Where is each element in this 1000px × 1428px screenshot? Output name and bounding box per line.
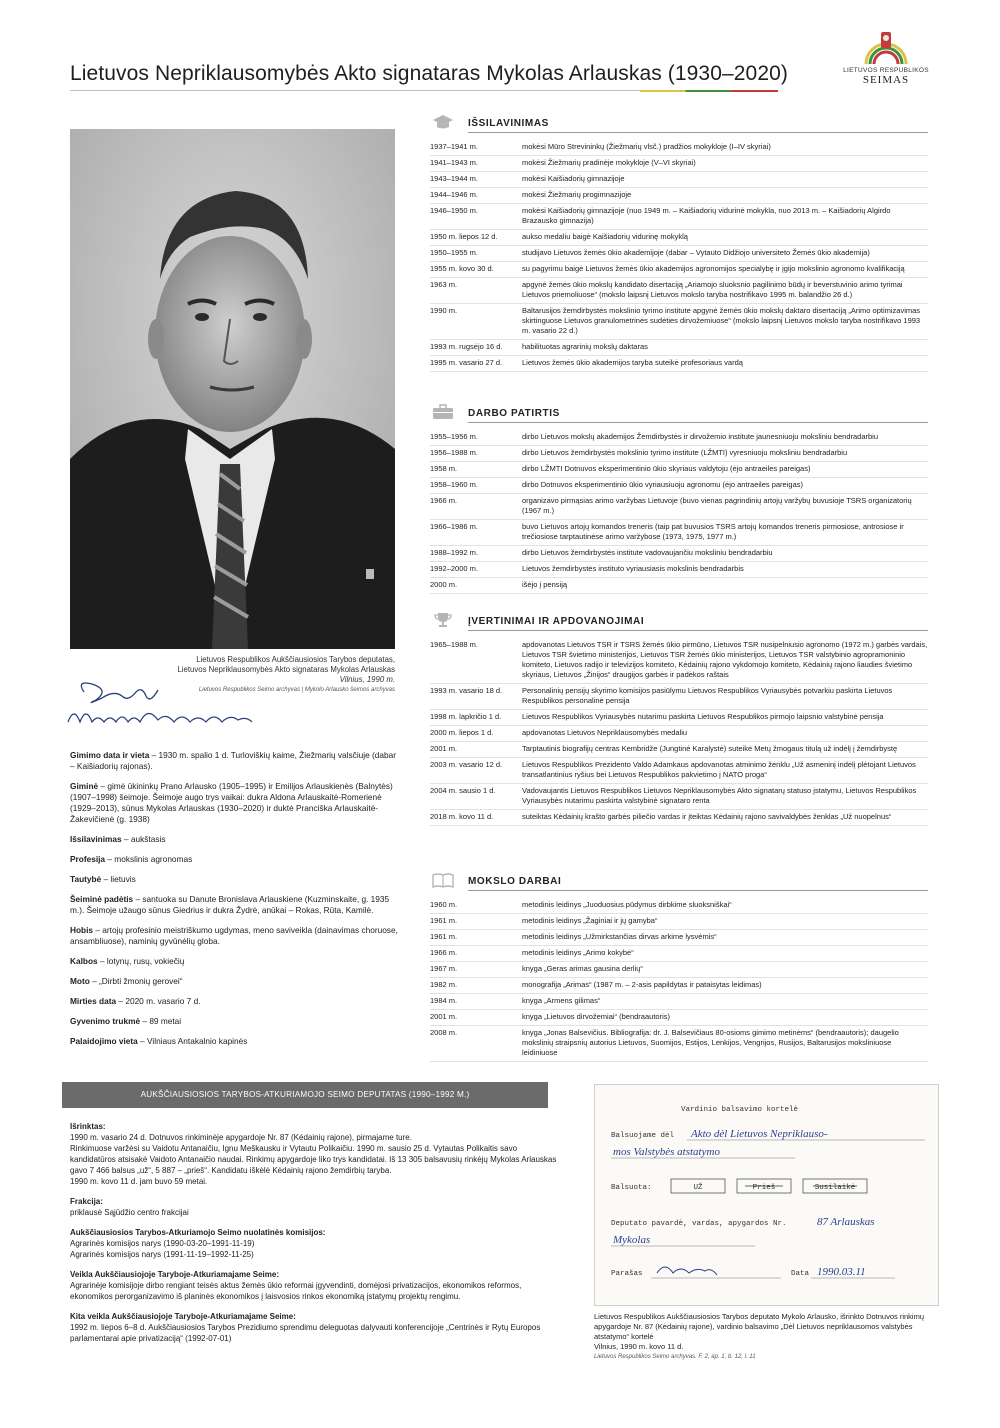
bio-fact-text: – 2020 m. vasario 7 d. [116,996,201,1006]
bio-fact-label: Tautybė [70,874,102,884]
open-book-icon [432,872,454,888]
trophy-icon [432,612,454,628]
bio-fact [70,750,400,772]
bio-fact-text: – Vilniaus Antakalnio kapinės [137,1036,248,1046]
deputy-section-banner: AUKŠČIAUSIOSIOS TARYBOS-ATKURIAMOJO SEIMO DEPUTATAS (1990–1992 M.) [62,1082,548,1108]
ballot-date-label: Data [791,1270,810,1278]
education-title: IŠSILAVINIMAS [468,118,549,129]
timeline-date: 1966 m. [430,496,458,505]
deputy-block-line: 1990 m. vasario 24 d. Dotnuvos rinkiminėje apygardoje Nr. 87 (Kėdainių rajone), pirmajame ture. [70,1133,412,1142]
work-list [430,430,928,594]
bio-fact [70,976,400,987]
bio-facts [70,750,400,1056]
education-list [430,140,928,372]
deputy-block [70,1311,560,1344]
timeline-text: Lietuvos Respublikos Prezidento Valdo Adamkaus apdovanotas atminimo ženklu „Už asmeninį indėlį plėtojant Lietuvos transatlantinius ryšius bei Lietuvos Respublikos pakvietimo į NATO proga“ [522,760,916,779]
ballot-caption-source: Lietuvos Respublikos Seimo archyvas. F. 2, ap. 1, b. 12, l. 11 [594,1354,756,1360]
timeline-text: mokėsi Žiežmarių progimnazijoje [522,190,632,199]
timeline-date: 1992–2000 m. [430,564,478,573]
timeline-row [430,578,928,594]
deputy-block-line: 1992 m. liepos 6–8 d. Aukščiausiosios Tarybos Prezidiumo sprendimu deleguotas dalyvauti konferencijoje „Centrinės ir Rytų Europos parlamentarai apie privatizaciją“ (1992-07-01) [70,1323,541,1343]
timeline-row [430,156,928,172]
timeline-row [430,784,928,810]
portrait-place: Vilnius, 1990 m. [339,675,395,684]
timeline-row [430,494,928,520]
bio-fact [70,925,400,947]
deputy-block [70,1227,560,1260]
ballot-caption-text: Lietuvos Respublikos Aukščiausiosios Tarybos deputato Mykolo Arlausko, išrinkto Dotnuvos rinkimų apygardoje Nr. 87 (Kėdainių rajone), vardinio balsavimo „Dėl Lietuvos nepriklausomos valstybės atstatymo“ kortelė [594,1312,925,1341]
timeline-row [430,204,928,230]
timeline-text: metodinis leidinys „Žaginiai ir jų gamyba“ [522,916,658,925]
deputy-block [70,1196,560,1218]
timeline-row [430,1026,928,1062]
bio-fact-label: Giminė [70,781,99,791]
bio-fact-label: Mirties data [70,996,117,1006]
timeline-text: Lietuvos žemės ūkio akademijos taryba suteikė profesoriaus vardą [522,358,743,367]
timeline-date: 1955 m. kovo 30 d. [430,264,494,273]
timeline-text: metodinis leidinys „Užmirkstančias dirvas arkime lysvėmis“ [522,932,717,941]
timeline-date: 1995 m. vasario 27 d. [430,358,503,367]
timeline-row [430,172,928,188]
timeline-row [430,946,928,962]
timeline-row [430,726,928,742]
timeline-row [430,188,928,204]
timeline-row [430,520,928,546]
timeline-text: išėjo į pensiją [522,580,568,589]
timeline-row [430,758,928,784]
timeline-text: mokėsi Mūro Strevininkų (Žiežmarių vlsč.) pradžios mokykloje (I–IV skyriai) [522,142,771,151]
briefcase-icon [432,404,454,420]
awards-list [430,638,928,826]
timeline-text: knyga „Lietuvos dirvožemiai“ (bendraautoris) [522,1012,670,1021]
timeline-date: 1990 m. [430,306,458,315]
bio-fact [70,1036,400,1047]
handwritten-signature [62,676,262,736]
bio-fact-label: Palaidojimo vieta [70,1036,138,1046]
portrait-caption-line2: Lietuvos Nepriklausomybės Akto signataras Mykolas Arlauskas [177,665,395,674]
timeline-row [430,710,928,726]
timeline-text: buvo Lietuvos artojų komandos treneris (taip pat buvusios TSRS artojų komandos treneris pirmosiose, antrosiose ir trečiosiose tarptautinėse arimo varžybose (1973, 1975, 1977 m.) [522,522,904,541]
bio-fact-label: Šeiminė padėtis [70,894,134,904]
bio-fact [70,1016,400,1027]
timeline-text: metodinis leidinys „Arimo kokybė“ [522,948,634,957]
timeline-text: knyga „Geras arimas gausina derlių“ [522,964,643,973]
timeline-row [430,340,928,356]
timeline-row [430,262,928,278]
timeline-date: 1998 m. lapkričio 1 d. [430,712,502,721]
ballot-option-yes: UŽ [693,1184,703,1192]
bio-fact-label: Profesija [70,854,106,864]
timeline-date: 1967 m. [430,964,458,973]
bio-fact-text: – 89 metai [140,1016,182,1026]
timeline-text: Tarptautinis biografijų centras Kembridže (Jungtinė Karalystė) suteikė Metų žmogaus titulą už indėlį į žemdirbystę [522,744,898,753]
ballot-caption-place: Vilnius, 1990 m. kovo 11 d. [594,1342,684,1351]
timeline-date: 1961 m. [430,916,458,925]
timeline-text: Baltarusijos žemdirbystės mokslinio tyrimo institute apgynė žemės ūkio mokslų daktaro disertaciją „Arimo optimizavimas skirtinguose Lietuvos granulometrinės sudėties dirvožemiuose“ (mokslo laipsnį Lietuvos mokslo taryba nostrifikavo 1993 m. vasario 22 d.) [522,306,921,335]
timeline-text: mokėsi Kaišiadorių gimnazijoje (nuo 1949 m. – Kaišiadorių vidurinė mokykla, nuo 2013 m. – Kaišiadorių Algirdo Brazausko gimnazija) [522,206,891,225]
bio-fact-label: Gyvenimo trukmė [70,1016,141,1026]
logo-text-bottom: SEIMAS [862,74,910,86]
bio-fact-text: – 1930 m. spalio 1 d. Turloviškių kaime, Žiežmarių valsčiuje (dabar – Kaišiadorių rajonas). [70,750,397,771]
deputy-block-heading: Išrinktas: [70,1122,106,1131]
timeline-row [430,962,928,978]
bio-fact-text: – gimė ūkininkų Prano Arlausko (1905–1995) ir Emilijos Arlauskienės (Balnytės) (1907–1998) šeimoje. Šeimoje augo trys vaikai: dukra Aldona Arlauskaitė-Romerienė (1929–2013), sūnus Mykolas Arlauskas (1930–2020) ir duktė Pranciška Arlauskaitė-Žakevičienė (g. 1938) [70,781,393,824]
timeline-row [430,562,928,578]
timeline-row [430,898,928,914]
deputy-block-line: priklausė Sąjūdžio centro frakcijai [70,1208,189,1217]
ballot-deputy-label: Deputato pavardė, vardas, apygardos Nr. [611,1220,787,1228]
deputy-block [70,1121,560,1187]
bio-fact-label: Išsilavinimas [70,834,122,844]
timeline-date: 2001 m. [430,744,458,753]
timeline-text: dirbo Lietuvos žemdirbystės mokslinio tyrimo institute (LŽMTI) vyresniuoju moksliniu bendradarbiu [522,448,848,457]
timeline-date: 1966 m. [430,948,458,957]
timeline-date: 2000 m. liepos 1 d. [430,728,494,737]
bio-fact-label: Kalbos [70,956,98,966]
ballot-caption [594,1312,939,1362]
ballot-issue-label: Balsuojame dėl [611,1132,675,1140]
timeline-date: 1950–1955 m. [430,248,478,257]
bio-fact-text: – santuoka su Danute Bronislava Arlauskiene (Kuzminskaite, g. 1935 m.). Šeimoje užaugo sūnus Giedrius ir dukra Žydrė, anūkai – Rokas, Rūta, Kamilė. [70,894,390,915]
awards-title: ĮVERTINIMAI IR APDOVANOJIMAI [468,616,645,627]
timeline-date: 1943–1944 m. [430,174,478,183]
timeline-text: organizavo pirmąsias arimo varžybas Lietuvoje (buvo vienas pagrindinių artojų varžybų buvusioje TSRS organizatorių (1967 m.) [522,496,912,515]
bio-fact [70,781,400,825]
timeline-row [430,462,928,478]
timeline-row [430,446,928,462]
bio-fact-text: – aukštasis [121,834,166,844]
timeline-row [430,978,928,994]
timeline-date: 1984 m. [430,996,458,1005]
timeline-text: Lietuvos žemdirbystės instituto vyriausiasis mokslinis bendradarbis [522,564,744,573]
seimas-emblem-icon [864,28,908,66]
work-section [430,402,928,594]
timeline-date: 2000 m. [430,580,458,589]
timeline-text: apdovanotas Lietuvos Nepriklausomybės medaliu [522,728,688,737]
deputy-details [70,1121,560,1353]
portrait-caption-line1: Lietuvos Respublikos Aukščiausiosios Tarybos deputatas, [196,655,395,664]
timeline-text: aukso medaliu baigė Kaišiadorių vidurinę mokyklą [522,232,688,241]
timeline-text: Lietuvos Respublikos Vyriausybės nutarimu paskirta Lietuvos Respublikos pirmojo laipsnio valstybinė pensija [522,712,884,721]
ballot-signature [657,1267,717,1275]
awards-section [430,610,928,826]
timeline-row [430,684,928,710]
timeline-text: su pagyrimu baigė Lietuvos žemės ūkio akademijos agronomijos specialybę ir įgijo mokslinio agronomo kvalifikaciją [522,264,905,273]
bio-fact-text: – lotynų, rusų, vokiečių [97,956,185,966]
bio-fact [70,854,400,865]
ballot-heading: Vardinio balsavimo kortelė [681,1106,799,1114]
timeline-text: metodinis leidinys „Juoduosius pūdymus dirbkime sluoksniškai“ [522,900,732,909]
works-title: MOKSLO DARBAI [468,876,562,887]
ballot-deputy-handwritten-2: Mykolas [613,1234,651,1246]
bio-fact [70,874,400,885]
deputy-block-heading: Frakcija: [70,1197,103,1206]
timeline-date: 1958 m. [430,464,458,473]
bio-fact [70,894,400,916]
portrait-source: Lietuvos Respublikos Seimo archyvas | Mykolo Arlausko šeimos archyvas [198,687,395,693]
timeline-row [430,230,928,246]
timeline-date: 1956–1988 m. [430,448,478,457]
bio-fact [70,996,400,1007]
bio-fact-label: Hobis [70,925,94,935]
seimas-logo [836,28,936,92]
deputy-block-line: Agrarinės komisijos narys (1990-03-20–1991-11-19) [70,1239,255,1248]
timeline-date: 1960 m. [430,900,458,909]
timeline-date: 1966–1986 m. [430,522,478,531]
page-title: Lietuvos Nepriklausomybės Akto signataras Mykolas Arlauskas (1930–2020) [70,62,788,85]
timeline-text: monografija „Arimas“ (1987 m. – 2-asis papildytas ir pataisytas leidimas) [522,980,762,989]
timeline-text: dirbo Lietuvos mokslų akademijos Žemdirbystės ir dirvožemio institute jaunesniuoju moksliniu bendradarbiu [522,432,879,441]
bio-fact-label: Gimimo data ir vieta [70,750,150,760]
timeline-row [430,278,928,304]
timeline-row [430,1010,928,1026]
flag-color-divider [640,90,778,92]
deputy-block-line: 1990 m. kovo 11 d. jam buvo 59 metai. [70,1177,208,1186]
graduation-cap-icon [432,114,454,130]
deputy-block-heading: Aukščiausiosios Tarybos-Atkuriamojo Seimo nuolatinės komisijos: [70,1228,326,1237]
timeline-date: 1946–1950 m. [430,206,478,215]
ballot-sign-label: Parašas [611,1270,643,1278]
ballot-option-no: Prieš [752,1184,776,1192]
portrait-photo [70,129,395,649]
timeline-text: Personalinių pensijų skyrimo komisijos pasiūlymu Lietuvos Respublikos Vyriausybės potvarkiu paskirta Lietuvos Respublikos personalinė pensija [522,686,893,705]
bio-fact-text: – lietuvis [101,874,136,884]
timeline-text: mokėsi Žiežmarių pradinėje mokykloje (V–VI skyriai) [522,158,696,167]
timeline-row [430,304,928,340]
timeline-row [430,638,928,684]
works-section [430,870,928,1062]
ballot-issue-handwritten-2: mos Valstybės atstatymo [613,1146,720,1158]
bio-fact-text: – artojų profesinio meistriškumo ugdymas, meno saviveikla (dainavimas choruose, ansambliuose), naminių gyvūnėlių globa. [70,925,398,946]
bio-fact [70,834,400,845]
deputy-block-line: Rinkimuose varžėsi su Vaidotu Antanaičiu, Ignu Meškausku ir Vytautu Polikaičiu. 1990 m. sausio 25 d. Vytautas Polikaitis savo kandidatūros atsisakė Vaidoto Antanaičio naudai. Rinkimų apygardoje liko trys kandidatai. Iš 13 305 balsavusių rinkėjų Mykolas Arlauskas gavo 7 466 balsus „už“, 5 887 – „prieš“. Kandidatu iškėlė Kėdainių rajono žemdirbių taryba. [70,1144,557,1175]
deputy-block-heading: Kita veikla Aukščiausiojoje Taryboje-Atkuriamajame Seime: [70,1312,296,1321]
timeline-date: 2003 m. vasario 12 d. [430,760,503,769]
timeline-date: 1963 m. [430,280,458,289]
timeline-date: 2018 m. kovo 11 d. [430,812,494,821]
timeline-text: suteiktas Kėdainių krašto garbės piliečio vardas ir įteiktas Kėdainių rajono savivaldybės ženklas „Už nuopelnus“ [522,812,892,821]
timeline-date: 1988–1992 m. [430,548,478,557]
education-section [430,112,928,372]
timeline-text: Vadovaujantis Lietuvos Respublikos Lietuvos Nepriklausomybės Akto signatarų statuso įstatymu, Lietuvos Respublikos Vyriausybės nutarimu paskirta valstybinė signataro renta [522,786,917,805]
timeline-date: 2001 m. [430,1012,458,1021]
works-list [430,898,928,1062]
timeline-date: 1982 m. [430,980,458,989]
timeline-row [430,430,928,446]
timeline-date: 2004 m. sausio 1 d. [430,786,496,795]
timeline-date: 1941–1943 m. [430,158,478,167]
timeline-row [430,810,928,826]
deputy-block-line: Agrarinės komisijos narys (1991-11-19–1992-11-25) [70,1250,254,1259]
logo-text-top: LIETUVOS RESPUBLIKOS [843,67,929,74]
timeline-text: dirbo Lietuvos žemdirbystės institute vadovaujančiu moksliniu bendradarbiu [522,548,773,557]
timeline-text: apdovanotas Lietuvos TSR ir TSRS žemės ūkio pirmūno, Lietuvos TSR nusipelniusio agronomo (1972 m.) garbės vardais, Lietuvos TSR švietimo ministerijos, Lietuvos TSR žemės ūkio ministerijos, Lietuvos TSR valstybinio agropramoninio komiteto, Lietuvos radijo ir televizijos komiteto, Kėdainių rajono vykdomojo komiteto, Kėdainių rajono liaudies švietimo skyriaus, Lietuvos „Žinijos“ draugijos garbės ir padėkos raštais [522,640,928,679]
ballot-issue-handwritten-1: Akto dėl Lietuvos Nepriklauso- [691,1128,828,1140]
bio-fact-label: Moto [70,976,90,986]
timeline-date: 1961 m. [430,932,458,941]
timeline-date: 1955–1956 m. [430,432,478,441]
timeline-date: 1937–1941 m. [430,142,478,151]
timeline-date: 1950 m. liepos 12 d. [430,232,498,241]
timeline-date: 1993 m. vasario 18 d. [430,686,503,695]
timeline-date: 1944–1946 m. [430,190,478,199]
timeline-row [430,994,928,1010]
timeline-row [430,546,928,562]
work-title: DARBO PATIRTIS [468,408,560,419]
timeline-row [430,914,928,930]
timeline-text: habilituotas agrarinių mokslų daktaras [522,342,648,351]
timeline-text: studijavo Lietuvos žemės ūkio akademijoje (dabar – Vytauto Didžiojo universiteto Žemės ūkio akademija) [522,248,870,257]
ballot-deputy-handwritten-1: 87 Arlauskas [817,1216,875,1228]
deputy-block-line: Agrarinėje komisijoje dirbo rengiant teisės aktus žemės ūkio reformai įgyvendinti, domėjosi privatizacijos, ekonomikos reformos, ekonomikos perorganizavimo iš planinės ekonomikos į laisvosios rinkos ekonomiką įstatymų projektų rengimu. [70,1281,522,1301]
timeline-row [430,356,928,372]
timeline-row [430,930,928,946]
ballot-option-abstain: Susilaikė [814,1184,856,1192]
ballot-card-image [594,1084,939,1306]
timeline-text: knyga „Jonas Balsevičius. Bibliografija: dr. J. Balsevičiaus 80-osioms gimimo metinėms“ (bendraautoris); daugelio mokslinių straipsnių autorius Lietuvos, Suomijos, Estijos, Lenkijos, Vengrijos, Rusijos, Baltarusijos moksliniuose leidiniuose [522,1028,899,1057]
deputy-block [70,1269,560,1302]
timeline-text: knyga „Armens gilimas“ [522,996,601,1005]
timeline-text: dirbo LŽMTI Dotnuvos eksperimentinio ūkio skyriaus valdytoju (ėjo antraeiles pareigas) [522,464,811,473]
bio-fact-text: – „Dirbti žmonių gerovei“ [89,976,183,986]
deputy-block-heading: Veikla Aukščiausiojoje Taryboje-Atkuriamajame Seime: [70,1270,279,1279]
timeline-row [430,140,928,156]
timeline-date: 1958–1960 m. [430,480,478,489]
ballot-vote-label: Balsuota: [611,1184,652,1192]
timeline-text: mokėsi Kaišiadorių gimnazijoje [522,174,625,183]
timeline-date: 1965–1988 m. [430,640,478,649]
timeline-date: 1993 m. rugsėjo 16 d. [430,342,503,351]
timeline-text: apgynė žemės ūkio mokslų kandidato disertaciją „Ariamojo sluoksnio pagilinimo būdų ir beverstuvinio arimo tyrimai Lietuvos priemoliuose“ (mokslo laipsnį Lietuvos mokslo taryba nostrifikavo 1995 m. balandžio 26 d.) [522,280,903,299]
ballot-date-handwritten: 1990.03.11 [817,1266,866,1278]
bio-fact-text: – mokslinis agronomas [105,854,193,864]
timeline-row [430,478,928,494]
bio-fact [70,956,400,967]
timeline-date: 2008 m. [430,1028,458,1037]
timeline-row [430,742,928,758]
timeline-text: dirbo Dotnuvos eksperimentinio ūkio vyriausiuoju agronomu (ėjo antraeiles pareigas) [522,480,803,489]
timeline-row [430,246,928,262]
